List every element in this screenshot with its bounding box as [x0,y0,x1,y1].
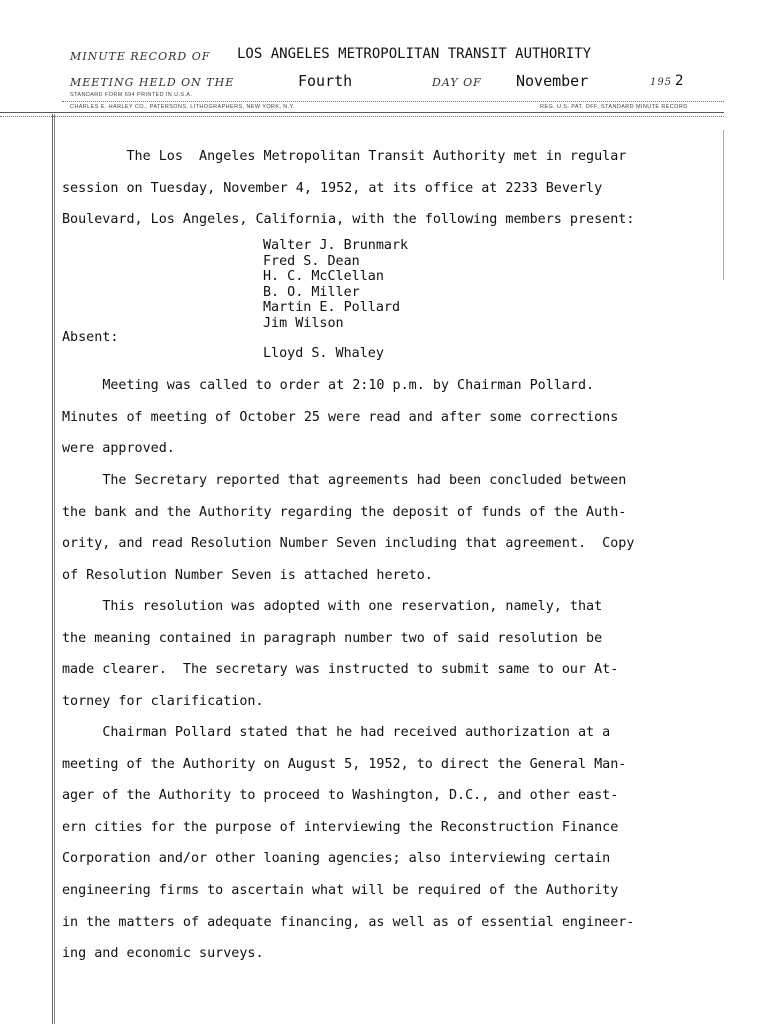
meeting-month: November [516,72,589,90]
member-name: H. C. McClellan [263,269,384,284]
header-rule-upper [62,101,724,102]
meeting-day: Fourth [298,72,353,90]
agreements-paragraph: The Secretary reported that agreements had been concluded between the bank and the Authority regarding the deposit of funds of the Auth- ority, and read Resolution Number Seven including that agreement. Copy of Resolution Number Seven is attached hereto. [62,473,635,583]
member-name: Martin E. Pollard [263,300,401,315]
left-margin-line [52,114,55,1024]
call-to-order-paragraph: Meeting was called to order at 2:10 p.m. by Chairman Pollard. Minutes of meeting of October 25 were read and after some corrections were approved. [62,378,619,457]
member-name: B. O. Miller [263,284,360,300]
publisher-print: CHARLES E. HARLEY CO., PATERSONS, LITHOGRAPHERS, NEW YORK, N.Y. [70,104,295,110]
absent-member-name: Lloyd S. Whaley [263,346,384,361]
resolution-paragraph: This resolution was adopted with one reservation, namely, that the meaning contained in paragraph number two of said resolution be made clearer. The secretary was instructed to submit same to our At- torney for clarification. [62,599,619,709]
day-of-label: DAY OF [432,76,482,89]
minute-record-label: MINUTE RECORD OF [70,50,211,63]
organization-name: LOS ANGELES METROPOLITAN TRANSIT AUTHORITY [237,46,592,62]
header-rule-lower-dotted [0,116,724,117]
member-name: Walter J. Brunmark [263,238,409,253]
absent-label: Absent: [62,330,119,345]
year-suffix: 2 [675,73,684,89]
header-rule-lower [0,112,724,113]
members-present-list [263,238,408,331]
form-number-print: STANDARD FORM 694 PRINTED IN U.S.A. [70,92,193,98]
meeting-held-label: MEETING HELD ON THE [70,76,235,89]
year-prefix: 195 [650,77,673,88]
opening-paragraph: The Los Angeles Metropolitan Transit Authority met in regular session on Tuesday, November 4, 1952, at its office at 2233 Beverly Boulevard, Los Angeles, California, with the following members present: [62,149,635,228]
chairman-statement-paragraph: Chairman Pollard stated that he had received authorization at a meeting of the Authority on August 5, 1952, to direct the General Man- ager of the Authority to proceed to Washington, D.C., and other east- ern cities for the purpose of interviewing the Reconstruction Finance Corporation and/or other loaning agencies; also interviewing certain engineering firms to ascertain what will be required of the Authority in the matters of adequate financing, as well as of essential engineer- ing and economic surveys. [62,725,635,962]
registration-print: REG. U.S. PAT. OFF. STANDARD MINUTE RECORD [540,104,688,110]
right-margin-tick [723,130,724,280]
member-name: Fred S. Dean [263,253,360,269]
member-name: Jim Wilson [263,315,344,331]
